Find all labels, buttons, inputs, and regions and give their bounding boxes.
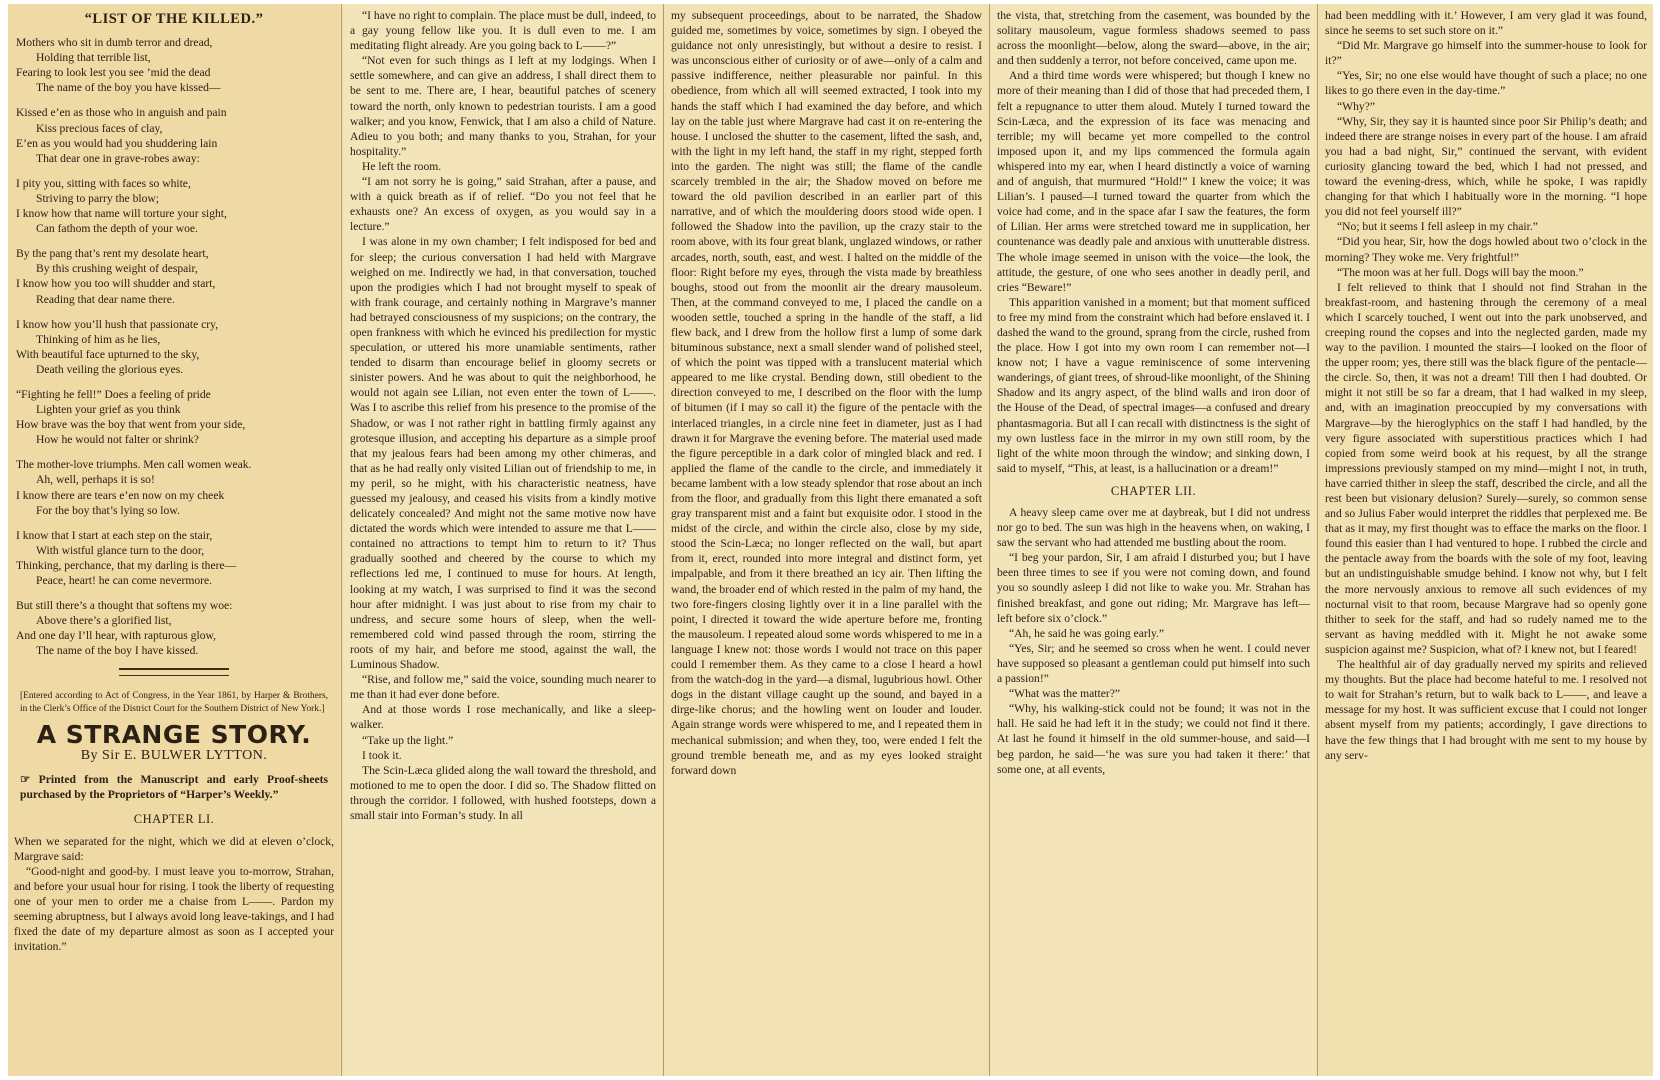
paragraph: “Why?”	[1337, 99, 1375, 113]
poem-line: Thinking of him as he lies,	[36, 332, 161, 346]
poem-line: But still there’s a thought that softens my woe:	[16, 599, 233, 613]
poem-stanza	[16, 317, 334, 377]
poem-line: Fearing to look lest you see ’mid the dead	[16, 66, 211, 80]
paragraph: When we separated for the night, which we did at eleven o’clock, Margrave said:	[14, 834, 334, 863]
poem-line: Lighten your grief as you think	[36, 403, 181, 417]
paragraph: “Rise, and follow me,” said the voice, sounding much nearer to me than it had ever done before.	[350, 673, 656, 702]
poem-line: Death veiling the glorious eyes.	[36, 362, 184, 376]
column-3	[665, 4, 988, 1076]
poem-line: The mother-love triumphs. Men call women weak.	[16, 458, 252, 472]
poem-line: I know that I start at each step on the stair,	[16, 528, 213, 542]
paragraph: This apparition vanished in a moment; but that moment sufficed to free my mind from the constraint which had before enslaved it. I dashed the wand to the ground, sprang from the circle, rushed from the place. How I got into my own room I can remember not—I know not; I have a vague reminiscence of some intervening wanderings, of giant trees, of shroud-like moonlight, of the Shining Shadow and its angry aspect, of the blind walls and iron door of the House of the Dead, of spectral images—a confused and dreary phantasmagoria. But all I can recall with distinctness is the sight of my own lustless face in the mirror in my own still room, by the light of the white moon through the window; and sinking down, I said to myself, “This, at least, is a hallucination or a dream!”	[997, 295, 1310, 475]
section-divider	[119, 668, 229, 676]
poem-line: Reading that dear name there.	[36, 292, 175, 306]
paragraph: I took it.	[362, 748, 402, 762]
poem-line: By the pang that’s rent my desolate heart,	[16, 247, 209, 261]
paragraph: “Ah, he said he was going early.”	[1009, 626, 1165, 640]
poem-line: Holding that terrible list,	[36, 51, 151, 65]
publication-note: ☞ Printed from the Manuscript and early Proof-sheets purchased by the Proprietors of “Harper’s Weekly.”	[20, 773, 328, 801]
poem-line: Kiss precious faces of clay,	[36, 121, 163, 135]
paragraph: “I beg your pardon, Sir, I am afraid I disturbed you; but I have been three times to see if you were not coming down, and found you so soundly asleep I did not like to wake you. Mr. Strahan has finished breakfast, and gone out riding; Mr. Margrave has left—left before six o’clock.”	[997, 551, 1310, 625]
paragraph: “Yes, Sir; and he seemed so cross when he went. I could never have supposed so pleasant a gentleman could put himself into such a passion!”	[997, 641, 1310, 686]
poem-line: I pity you, sitting with faces so white,	[16, 176, 191, 190]
poem-line: Striving to parry the blow;	[36, 191, 160, 205]
poem-line: For the boy that’s lying so low.	[36, 503, 180, 517]
poem-line: How he would not falter or shrink?	[36, 433, 199, 447]
poem-line: With wistful glance turn to the door,	[36, 543, 205, 557]
poem-line: That dear one in grave-robes away:	[36, 151, 200, 165]
paragraph: “The moon was at her full. Dogs will bay the moon.”	[1337, 265, 1584, 279]
column-rule	[989, 4, 990, 1076]
chapter-heading: CHAPTER LI.	[133, 812, 215, 827]
paragraph: “Did you hear, Sir, how the dogs howled about two o’clock in the morning? They woke me. Very frightful!”	[1325, 235, 1647, 264]
paragraph: “Take up the light.”	[362, 733, 454, 747]
paragraph: I felt relieved to think that I should not find Strahan in the breakfast-room, and hastening through the ceremony of a meal which I scarcely touched, I went out into the park unobserved, and creeping round the copses and into the neglected garden, made my way to the pavilion. I mounted the stairs—I looked on the floor of the upper room; yes, there still was the black figure of the pentacle—the circle. So, then, it was not a dream! Till then I had doubted. Or might it not still be so far a dream, that I had walked in my sleep, and, with an imagination preoccupied by my conversations with Margrave—by the hieroglyphics on the staff I had handled, by the very figure associated with superstitious practices which I had copied from some weird book at his request, by all the strange impressions previously stamped on my mind—might I not, in truth, have carried thither in sleep the staff, described the circle, and all the rest been but visionary delusion? Surely—surely, so common sense and so Julius Faber would interpret the riddles that perplexed me. Be that as it may, my first thought was to efface the marks on the floor. I found this easier than I had ventured to hope. I rubbed the circle and the pentacle away from the boards with the sole of my foot, leaving but an undistinguishable smudge behind. I know not why, but I felt the more nervously anxious to remove all such evidences of my nocturnal visit to that room, because Margrave had so openly gone thither to seek for the staff, and had so rudely named me to the servant as having meddled with it. Might he not awake some suspicion against me? Suspicion, what of? I knew not, but I feared!	[1325, 280, 1647, 656]
poem-title: “LIST OF THE KILLED.”	[84, 11, 264, 27]
poem-line: E’en as you would had you shuddering lain	[16, 136, 218, 150]
poem-stanza	[16, 598, 334, 658]
poem-line: The name of the boy you have kissed—	[36, 81, 221, 95]
poem-line: And one day I’ll hear, with rapturous glow,	[16, 629, 217, 643]
paragraph: And a third time words were whispered; but though I knew no more of their meaning than I did of those that had preceded them, I felt a repugnance to utter them aloud. Mutely I turned toward the Scin-Læca, and the expression of its face was menacing and terrible; my will became yet more compelled to the control imposed upon it, and my lips commenced the formula again whispered into my ear, when I heard distinctly a voice of warning and of anguish, that murmured “Hold!” I knew the voice; it was Lilian’s. I paused—I turned toward the quarter from which the voice had come, and in the space afar I saw the features, the form of Lilian. Her arms were stretched toward me in supplication, her countenance was deadly pale and anxious with unutterable distress. The whole image seemed in unison with the voice—the look, the attitude, the gesture, of one who sees another in deadly peril, and cries “Beware!”	[997, 69, 1310, 294]
paragraph: “What was the matter?”	[1009, 687, 1121, 701]
paragraph: A heavy sleep came over me at daybreak, but I did not undress nor go to bed. The sun was high in the heavens when, on waking, I saw the servant who had attended me bustling about the room.	[997, 506, 1310, 550]
poem-line: Above there’s a glorified list,	[36, 614, 172, 628]
poem-line: With beautiful face upturned to the sky,	[16, 347, 200, 361]
poem-line: How brave was the boy that went from your side,	[16, 418, 246, 432]
poem-stanza	[16, 457, 334, 517]
paragraph: “I am not sorry he is going,” said Strahan, after a pause, and with a quick breath as if of relief. “Do you not feel that he exhausts one? An excess of oxygen, as you would say in a lecture.”	[350, 175, 656, 234]
paragraph: “Not even for such things as I left at my lodgings. When I settle somewhere, and can give an address, I shall direct them to be sent to me. There are, I hear, beautiful patches of scenery toward the north, only known to pedestrian tourists. I am a good walker; and you know, Fenwick, that I am also a child of Nature. Adieu to you both; and many thanks to you, Strahan, for your hospitality.”	[350, 54, 656, 158]
column-1	[8, 4, 340, 1076]
byline: By Sir E. BULWER LYTTON.	[80, 748, 268, 764]
poem-line: By this crushing weight of despair,	[36, 262, 198, 276]
paragraph: “Did Mr. Margrave go himself into the summer-house to look for it?”	[1325, 39, 1647, 68]
poem-stanza	[16, 528, 334, 588]
newspaper-clipping	[8, 4, 1653, 1076]
paragraph: “Why, his walking-stick could not be found; it was not in the hall. He said he had left it in the study; we could not find it there. At last he found it himself in the old summer-house, and said—I beg pardon, he said—‘he was sure you had taken it there:’ that some one, at all events,	[997, 702, 1310, 776]
poem-line: Ah, well, perhaps it is so!	[36, 473, 155, 487]
paragraph: my subsequent proceedings, about to be narrated, the Shadow guided me, sometimes by voice, sometimes by sign. I obeyed the guidance not only unresistingly, but without a desire to resist. I was unconscious either of curiosity or of awe—only of a calm and passive indifference, neither pleasurable nor painful. In this obedience, from which all will seemed extracted, I took into my hands the staff which I had examined the day before, and which lay on the table just where Margrave had cast it on re-entering the house. I unclosed the shutter to the casement, lifted the sash, and, with the light in my left hand, the staff in my right, stepped forth into the garden. The night was still; the flame of the candle scarcely trembled in the air; the Shadow moved on before me toward the old pavilion described in an earlier part of this narrative, and of which the mouldering doors stood wide open. I followed the Shadow into the pavilion, up the crazy stair to the room above, with its four great blank, unglazed windows, or rather arcades, north, south, east, and west. I halted on the middle of the floor: Right before my eyes, through the vista made by breathless boughs, stood out from the moonlit air the dreary mausoleum. Then, at the command conveyed to me, I placed the candle on a wooden settle, touched a spring in the handle of the staff, a lid flew back, and I drew from the hollow first a lump of some dark bituminous substance, next a small slender wand of polished steel, of which the point was tipped with a translucent material which appeared to me like crystal. Bending down, still obedient to the direction conveyed to me, I described on the floor with the lump of bitumen (if I may so call it) the figure of the pentacle with the interlaced triangles, in a circle nine feet in diameter, just as I had drawn it for Margrave the evening before. The material used made the figure perceptible in a dark color of mingled black and red. I applied the flame of the candle to the circle, and immediately it became lambent with a low steady splendor that rose about an inch from the floor, and gradually from this light there emanated a soft gray transparent mist and a faint but exquisite odor. I stood in the midst of the circle, and within the circle also, close by my side, stood the Scin-Læca; no longer reflected on the wall, but apart from it, erect, rounded into more integral and distinct form, yet impalpable, and from it there breathed an icy air. Then lifting the wand, the broader end of which rested in the palm of my hand, the two fore-fingers closing lightly over it in a line parallel with the point, I directed it toward the wide aperture before me, fronting the mausoleum. I repeated aloud some words whispered to me in a language I knew not: those words I would not trace on this paper could I remember them. As they came to a close I heard a howl from the watch-dog in the yard—a dismal, lugubrious howl. Other dogs in the distant village caught up the sound, and bayed in a dirge-like chorus; and the howling went on louder and louder. Again strange words were whispered to me, and I repeated them in mechanical submission; and when they, too, were ended I felt the ground tremble beneath me, and as my eyes looked straight forward down	[671, 9, 982, 777]
paragraph: “I have no right to complain. The place must be dull, indeed, to a gay young fellow like you. It is dull even to me. I am meditating flight already. Are you going back to L——?”	[350, 9, 656, 53]
column-4	[991, 4, 1316, 1076]
chapter-heading: CHAPTER LII.	[1110, 483, 1197, 498]
poem-line: I know how you too will shudder and start,	[16, 277, 216, 291]
paragraph: He left the room.	[362, 159, 442, 173]
paragraph: “Yes, Sir; no one else would have thought of such a place; no one likes to go there even in the day-time.”	[1325, 69, 1647, 98]
paragraph: “Good-night and good-by. I must leave you to-morrow, Strahan, and before your usual hour for rising. I took the liberty of requesting one of your men to order me a chaise from L——. Pardon my seeming abruptness, but I always avoid long leave-takings, and I had fixed the date of my departure almost as soon as I accepted your invitation.”	[14, 864, 334, 954]
poem-line: The name of the boy I have kissed.	[36, 644, 199, 658]
poem-line: Kissed e’en as those who in anguish and pain	[16, 106, 227, 120]
paragraph: had been meddling with it.’ However, I am very glad it was found, since he seems to set such store on it.”	[1325, 9, 1647, 38]
poem-stanza	[16, 387, 334, 447]
poem-stanza	[16, 105, 334, 165]
poem-line: Can fathom the depth of your woe.	[36, 222, 198, 236]
poem-line: Thinking, perchance, that my darling is there—	[16, 558, 237, 572]
poem-line: I know how that name will torture your sight,	[16, 207, 227, 221]
poem-stanza	[16, 35, 334, 95]
column-5	[1319, 4, 1653, 1076]
paragraph: “Why, Sir, they say it is haunted since poor Sir Philip’s death; and indeed there are strange noises in every part of the house. I am afraid you had a bad night, Sir,” continued the servant, with evident curiosity glancing toward the bed, which I had not pressed, and toward the evening-dress, which, while he spoke, I was rapidly changing for that which I habitually wore in the morning. “I hope you did not feel yourself ill?”	[1325, 114, 1647, 219]
column-2	[344, 4, 662, 1076]
poem-line: Mothers who sit in dumb terror and dread,	[16, 36, 213, 50]
copyright-notice: [Entered according to Act of Congress, in the Year 1861, by Harper & Brothers, in the Clerk’s Office of the District Court for the Southern District of New York.]	[20, 691, 328, 714]
poem-line: Peace, heart! he can come nevermore.	[36, 574, 213, 587]
poem-line: I know how you’ll hush that passionate cry,	[16, 317, 219, 331]
column-rule	[1317, 4, 1318, 1076]
paragraph: The healthful air of day gradually nerved my spirits and relieved my thoughts. But the place had become hateful to me. I resolved not to wait for Strahan’s return, but to walk back to L——, and leave a message for my host. It was sufficient excuse that I could not longer absent myself from my patients; accordingly, I gave directions to have the few things that I had brought with me sent to my house by any serv-	[1325, 658, 1647, 762]
paragraph: “No; but it seems I fell asleep in my chair.”	[1337, 220, 1538, 234]
poem	[14, 35, 334, 658]
poem-line: “Fighting he fell!” Does a feeling of pride	[16, 387, 211, 401]
paragraph: And at those words I rose mechanically, and like a sleep-walker.	[350, 703, 656, 732]
poem-stanza	[16, 246, 334, 306]
paragraph: The Scin-Læca glided along the wall toward the threshold, and motioned to me to open the door. I did so. The Shadow flitted on through the corridor. I followed, with hushed footsteps, down a small stair into Forman’s study. In all	[350, 763, 656, 822]
poem-line: I know there are tears e’en now on my cheek	[16, 488, 225, 502]
column-rule	[663, 4, 664, 1076]
paragraph: the vista, that, stretching from the casement, was bounded by the solitary mausoleum, vague formless shadows seemed to pass across the moonlight—below, along the sward—above, in the air; and then suddenly a terror, not before conceived, came upon me.	[997, 9, 1310, 68]
column-rule	[341, 4, 342, 1076]
poem-stanza	[16, 176, 334, 236]
story-title: A STRANGE STORY.	[36, 720, 312, 750]
paragraph: I was alone in my own chamber; I felt indisposed for bed and for sleep; the curious conversation I had held with Margrave weighed on me. Indirectly we had, in that conversation, touched upon the prodigies which I had not brought myself to speak of with frank courage, and certainly nothing in Margrave’s manner had betrayed consciousness of my suspicions; on the contrary, the open frankness with which he evinced his predilection for mystic speculation, or uttered his more unamiable sentiments, rather tended to disarm than encourage belief in gloomy secrets or sinister powers. And he was about to quit the neighborhood, he would not again see Lilian, not even enter the town of L——. Was I to ascribe this relief from his presence to the promise of the Shadow, or was I not rather right in battling firmly against any grotesque illusion, and accepting his departure as a simple proof that my jealous fears had been among my other chimeras, and that as he had really only visited Lilian out of friendship to me, in my peril, so he might, with his characteristic neatness, have guessed my jealousy, and ceased his visits from a kindly motive delicately concealed? And might not the same motive now have dictated the words which were intended to assure me that L—— contained no attractions to tempt him to return to it? Thus gradually soothed and cheered by the course to which my reflections led me, I continued to muse for hours. At length, looking at my watch, I was surprised to find it was the second hour after midnight. I was just about to rise from my chair to undress, and secure some hours of sleep, when the well-remembered cold wind passed through the room, stirring the roots of my hair, and before me stood, against the wall, the Luminous Shadow.	[350, 235, 656, 672]
